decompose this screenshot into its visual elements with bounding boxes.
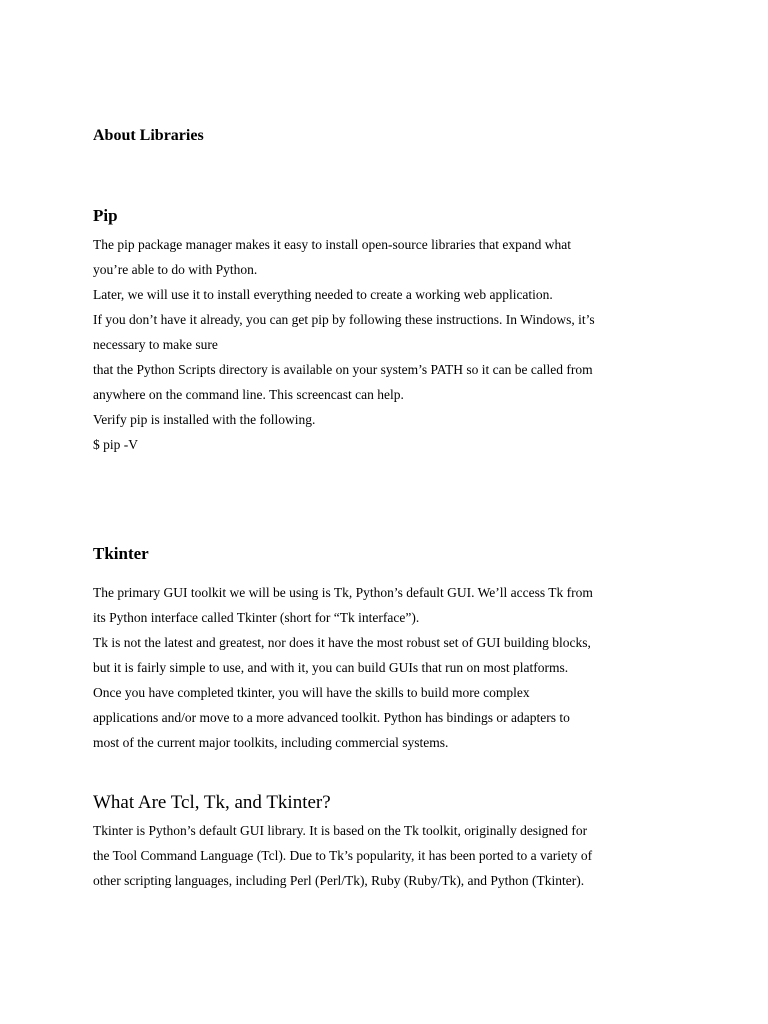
section-body-pip [93,232,683,457]
paragraph-line: If you don’t have it already, you can get pip by following these instructions. In Windows, it’s [93,312,595,327]
section-body-tcl-tk-tkinter [93,818,683,893]
paragraph-line: its Python interface called Tkinter (short for “Tk interface”). [93,610,420,625]
section-body-tkinter [93,580,683,755]
paragraph-line: most of the current major toolkits, including commercial systems. [93,735,449,750]
paragraph-line: applications and/or move to a more advanced toolkit. Python has bindings or adapters to [93,710,570,725]
paragraph-line: Later, we will use it to install everything needed to create a working web application. [93,287,553,302]
command-line: $ pip -V [93,437,138,452]
paragraph-line: Tkinter is Python’s default GUI library. It is based on the Tk toolkit, originally designed for [93,823,588,838]
paragraph-line: Verify pip is installed with the following. [93,412,316,427]
document-title: About Libraries [93,127,204,144]
paragraph-line: but it is fairly simple to use, and with it, you can build GUIs that run on most platforms. [93,660,569,675]
paragraph-line: other scripting languages, including Perl (Perl/Tk), Ruby (Ruby/Tk), and Python (Tkinter). [93,873,585,888]
section-heading-pip: Pip [93,206,118,225]
paragraph-line: necessary to make sure [93,337,218,352]
section-heading-tcl-tk-tkinter: What Are Tcl, Tk, and Tkinter? [93,792,331,813]
section-heading-tkinter: Tkinter [93,544,149,563]
paragraph-line: Tk is not the latest and greatest, nor does it have the most robust set of GUI building blocks, [93,635,591,650]
paragraph-line: anywhere on the command line. This screencast can help. [93,387,404,402]
paragraph-line: that the Python Scripts directory is available on your system’s PATH so it can be called from [93,362,593,377]
paragraph-line: The pip package manager makes it easy to install open-source libraries that expand what [93,237,571,252]
paragraph-line: you’re able to do with Python. [93,262,258,277]
paragraph-line: The primary GUI toolkit we will be using is Tk, Python’s default GUI. We’ll access Tk from [93,585,593,600]
paragraph-line: the Tool Command Language (Tcl). Due to Tk’s popularity, it has been ported to a variety of [93,848,593,863]
paragraph-line: Once you have completed tkinter, you will have the skills to build more complex [93,685,530,700]
